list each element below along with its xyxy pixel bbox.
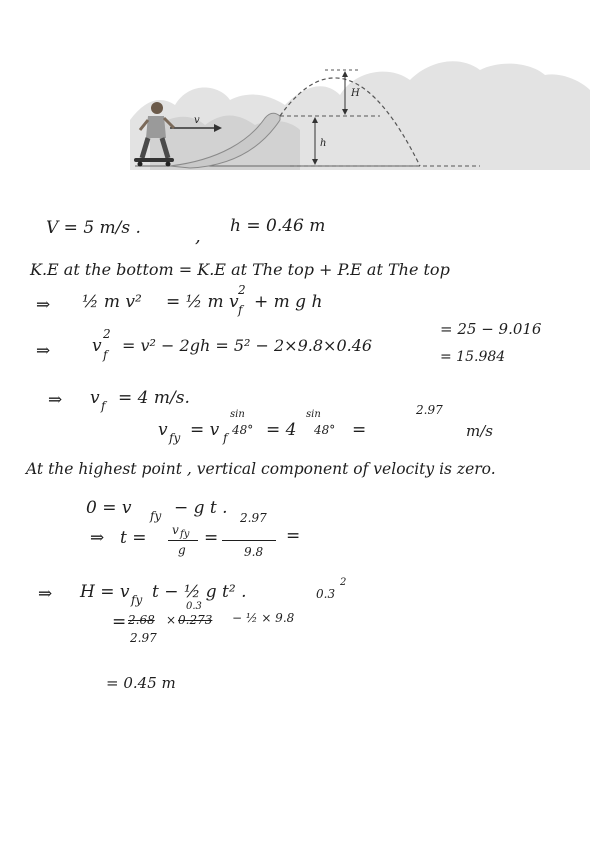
arrow-2: ⇒ <box>36 341 51 361</box>
arrow-1: ⇒ <box>36 295 51 315</box>
substitution-equals: = <box>112 612 127 632</box>
vf-value: = 4 m/s. <box>118 388 190 408</box>
given-velocity: V = 5 m/s . <box>46 218 141 238</box>
vfy-eq2: = 4 <box>266 420 297 440</box>
vf2-sup: 2 <box>103 327 111 341</box>
t-numerator: v <box>172 523 179 537</box>
arrow-5: ⇒ <box>38 584 53 604</box>
height-label: h <box>320 138 327 149</box>
substitution-rest: − ½ × 9.8 <box>232 611 295 625</box>
zero-equation: 0 = v <box>86 498 132 518</box>
vf2-result: = 15.984 <box>440 349 506 365</box>
angle-2: 48° <box>314 423 336 437</box>
vfy-sub: fy <box>169 431 181 445</box>
eq1-rhs: + m g h <box>254 292 323 312</box>
vf-sub: f <box>101 399 106 413</box>
vfy-eq1-sub: f <box>223 431 228 445</box>
t-value-fraction-bar <box>222 540 276 541</box>
angle-1: 48° <box>232 423 254 437</box>
vfy-value: 2.97 <box>416 403 443 417</box>
H-eq-rhs: t − ½ g t² . <box>152 582 247 602</box>
t-eq2: = <box>204 528 219 548</box>
substitution-268: 2.68 <box>128 613 155 627</box>
substitution-03-squared-sup: 2 <box>340 577 347 588</box>
vfy-unit: m/s <box>466 422 493 440</box>
t-fraction-bar <box>168 540 198 541</box>
vf2-rhs: = 25 − 9.016 <box>440 320 542 338</box>
substitution-03-squared: 0.3 <box>316 587 336 601</box>
half-m-v2: ½ m v² <box>82 292 142 312</box>
energy-equation: K.E at the bottom = K.E at The top + P.E at The top <box>30 260 450 279</box>
arrow-3: ⇒ <box>48 390 63 410</box>
comma-mark: , <box>195 226 201 247</box>
zero-eq-rhs: − g t . <box>174 498 228 518</box>
max-height-arrowhead-top <box>342 71 348 77</box>
zero-eq-sub: fy <box>150 509 162 523</box>
given-height: h = 0.46 m <box>230 216 326 236</box>
skateboard-ramp-figure <box>90 0 590 190</box>
substitution-times: × <box>166 613 177 627</box>
t-numerator-sub: fy <box>180 529 190 540</box>
velocity-label: v <box>194 115 200 126</box>
max-height-label: H <box>351 88 360 99</box>
substitution-297: 2.97 <box>130 631 157 645</box>
H-eq-sub: fy <box>131 593 143 607</box>
vf2-symbol: v <box>92 336 102 356</box>
vfy-eq3: = <box>352 420 367 440</box>
vfy-eq1: = v <box>190 420 220 440</box>
H-equation: H = v <box>80 582 130 602</box>
t-denominator: g <box>178 543 186 557</box>
vf2-equation: = v² − 2gh = 5² − 2×9.8×0.46 <box>122 336 373 355</box>
vf2-sub: f <box>103 348 108 362</box>
arrow-4: ⇒ <box>90 528 105 548</box>
vfy-symbol: v <box>158 420 168 440</box>
eq1-sup-2: 2 <box>238 283 246 297</box>
highest-point-statement: At the highest point , vertical component of velocity is zero. <box>26 460 496 478</box>
sin-2: sin <box>306 409 321 420</box>
eq1-sub-f: f <box>238 303 243 317</box>
eq1-middle: = ½ m v <box>166 292 239 312</box>
substitution-03: 0.3 <box>186 601 202 612</box>
t-value-numerator: 2.97 <box>240 511 267 525</box>
final-answer: = 0.45 m <box>106 674 176 692</box>
sin-1: sin <box>230 409 245 420</box>
t-value-denominator: 9.8 <box>244 545 264 559</box>
vf-symbol: v <box>90 388 100 408</box>
t-equation: t = <box>120 528 147 548</box>
t-eq3: = <box>286 526 301 546</box>
substitution-0273: 0.273 <box>178 613 213 627</box>
